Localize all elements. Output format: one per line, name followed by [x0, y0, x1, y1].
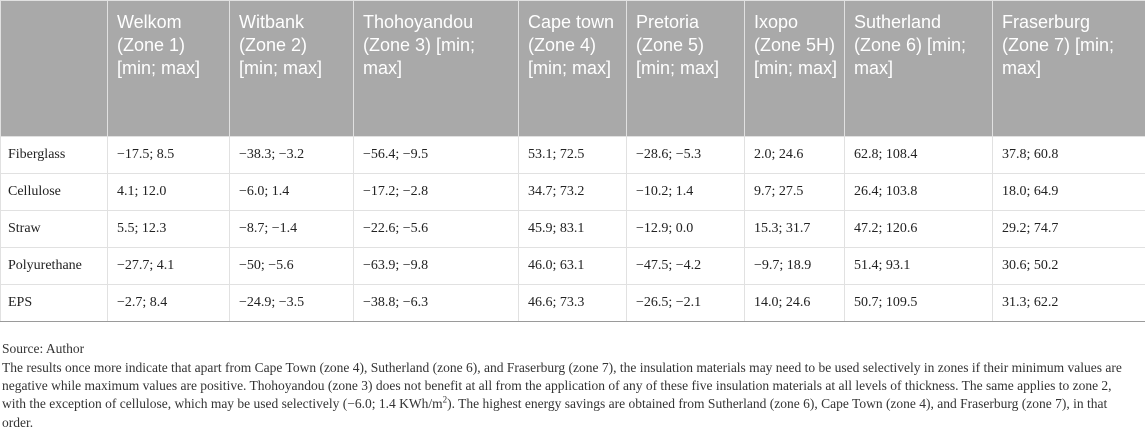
- table-row: [1, 285, 1145, 322]
- table-cell: 4.1; 12.0: [108, 174, 230, 211]
- table-cell: 50.7; 109.5: [845, 285, 993, 322]
- row-label: Polyurethane: [1, 248, 108, 285]
- row-label: Cellulose: [1, 174, 108, 211]
- table-cell: −28.6; −5.3: [627, 137, 745, 174]
- table-cell: 2.0; 24.6: [745, 137, 845, 174]
- table-cell: −38.8; −6.3: [354, 285, 519, 322]
- table-cell: 47.2; 120.6: [845, 211, 993, 248]
- column-header: Welkom (Zone 1) [min; max]: [108, 1, 230, 137]
- table-cell: −50; −5.6: [230, 248, 354, 285]
- table-cell: 45.9; 83.1: [519, 211, 627, 248]
- column-header: Thohoyandou (Zone 3) [min; max]: [354, 1, 519, 137]
- table-cell: 26.4; 103.8: [845, 174, 993, 211]
- table-cell: −6.0; 1.4: [230, 174, 354, 211]
- table-row: [1, 137, 1145, 174]
- note-text: The results once more indicate that apart from Cape Town (zone 4), Sutherland (zone 6), and Fraserburg (zone 7), the insulation materials may need to be used selectively in zones if their minimum values are negative while maximum values are positive. Thohoyandou (zone 3) does not benefit at all from the application of any of these five insulation materials at all levels of thickness. The same applies to zone 2, with the exception of cellulose, which may be used selectively (−6.0; 1.4 KWh/m: [2, 360, 1122, 412]
- table-cell: 46.6; 73.3: [519, 285, 627, 322]
- results-note: [2, 359, 1134, 432]
- note-superscript: 2: [442, 394, 448, 405]
- source-line: Source: Author: [2, 341, 85, 356]
- table-cell: 62.8; 108.4: [845, 137, 993, 174]
- table-cell: 34.7; 73.2: [519, 174, 627, 211]
- table-cell: −17.5; 8.5: [108, 137, 230, 174]
- table-row: [1, 211, 1145, 248]
- column-header: Fraserburg (Zone 7) [min; max]: [993, 1, 1145, 137]
- table-cell: 9.7; 27.5: [745, 174, 845, 211]
- table-cell: −9.7; 18.9: [745, 248, 845, 285]
- table-row: [1, 174, 1145, 211]
- table-cell: 30.6; 50.2: [993, 248, 1145, 285]
- table-cell: −8.7; −1.4: [230, 211, 354, 248]
- table-cell: 51.4; 93.1: [845, 248, 993, 285]
- table-cell: 14.0; 24.6: [745, 285, 845, 322]
- column-header: Pretoria (Zone 5) [min; max]: [627, 1, 745, 137]
- table-cell: −24.9; −3.5: [230, 285, 354, 322]
- table-cell: 15.3; 31.7: [745, 211, 845, 248]
- table-cell: 53.1; 72.5: [519, 137, 627, 174]
- column-header: Sutherland (Zone 6) [min; max]: [845, 1, 993, 137]
- table-cell: −17.2; −2.8: [354, 174, 519, 211]
- table-cell: −26.5; −2.1: [627, 285, 745, 322]
- column-header: Ixopo (Zone 5H) [min; max]: [745, 1, 845, 137]
- table-cell: −38.3; −3.2: [230, 137, 354, 174]
- table-cell: 31.3; 62.2: [993, 285, 1145, 322]
- row-label: Straw: [1, 211, 108, 248]
- table-body: [1, 137, 1145, 322]
- table-cell: −12.9; 0.0: [627, 211, 745, 248]
- table-cell: −27.7; 4.1: [108, 248, 230, 285]
- note-text-after: ). The highest energy savings are obtained from Sutherland (zone 6), Cape Town (zone 4), and Fraserburg (zone 7), in that order.: [2, 396, 1108, 430]
- table-cell: 5.5; 12.3: [108, 211, 230, 248]
- table-cell: −47.5; −4.2: [627, 248, 745, 285]
- table-cell: 37.8; 60.8: [993, 137, 1145, 174]
- row-label: Fiberglass: [1, 137, 108, 174]
- table-header: [1, 1, 1145, 137]
- column-header: Cape town (Zone 4) [min; max]: [519, 1, 627, 137]
- table-cell: −63.9; −9.8: [354, 248, 519, 285]
- header-row: [1, 1, 1145, 137]
- table-cell: −2.7; 8.4: [108, 285, 230, 322]
- table-cell: −22.6; −5.6: [354, 211, 519, 248]
- row-label: EPS: [1, 285, 108, 322]
- column-header: Witbank (Zone 2) [min; max]: [230, 1, 354, 137]
- table-cell: 29.2; 74.7: [993, 211, 1145, 248]
- table-cell: 46.0; 63.1: [519, 248, 627, 285]
- table-cell: −10.2; 1.4: [627, 174, 745, 211]
- table-row: [1, 248, 1145, 285]
- table-cell: 18.0; 64.9: [993, 174, 1145, 211]
- table-cell: −56.4; −9.5: [354, 137, 519, 174]
- header-corner-cell: [1, 1, 108, 137]
